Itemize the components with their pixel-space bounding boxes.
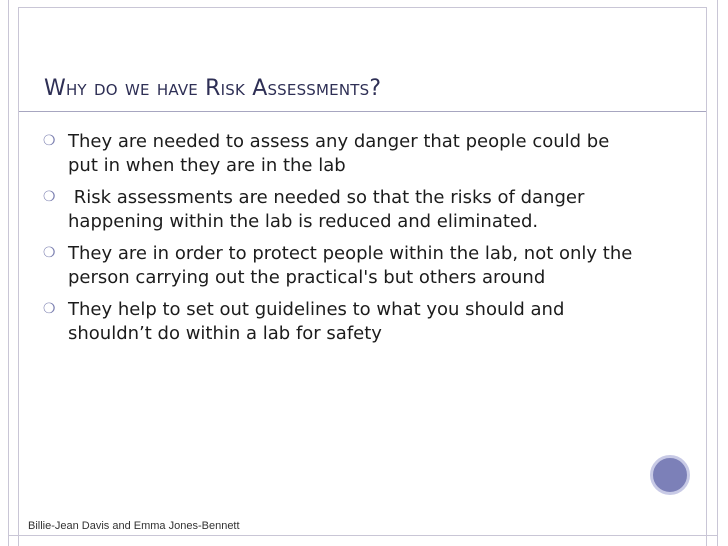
circle-bullet-icon: ❍ (43, 189, 56, 205)
frame-line-right-outer (717, 0, 718, 546)
bullet-item (40, 130, 640, 178)
bullet-text: They are needed to assess any danger that people could be put in when they are in the lab (68, 131, 610, 176)
slide-title: Why do we have Risk Assessments? (44, 76, 382, 101)
bullet-list (40, 130, 640, 354)
bullet-item (40, 298, 640, 346)
footer-authors: Billie-Jean Davis and Emma Jones-Bennett (28, 520, 240, 532)
circle-bullet-icon: ❍ (43, 301, 56, 317)
frame-line-left-outer (8, 0, 9, 546)
bullet-item (40, 242, 640, 290)
circle-bullet-icon: ❍ (43, 245, 56, 261)
frame-top-edge (18, 0, 707, 8)
circle-bullet-icon: ❍ (43, 133, 56, 149)
frame-line-right-inner (706, 0, 707, 546)
bullet-item (40, 186, 640, 234)
frame-line-left-inner (18, 0, 19, 546)
bullet-text: They are in order to protect people within the lab, not only the person carrying out the practical's but others around (68, 243, 633, 288)
decorative-circle (650, 455, 690, 495)
bullet-text: Risk assessments are needed so that the risks of danger happening within the lab is reduced and eliminated. (68, 187, 585, 232)
frame-bottom-edge (8, 535, 718, 536)
bullet-text: They help to set out guidelines to what you should and shouldn’t do within a lab for safety (68, 299, 565, 344)
title-divider (19, 111, 706, 112)
